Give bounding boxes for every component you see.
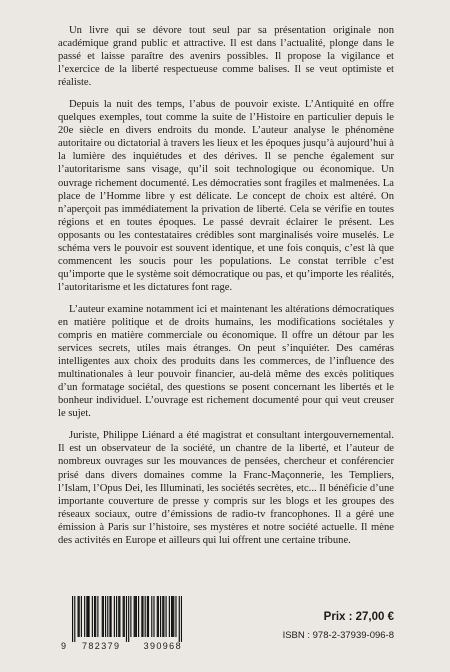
barcode-left-group: 782379 — [82, 641, 121, 651]
paragraph-analysis: L’auteur examine notamment ici et maintenant les altérations démocratiques en matière politique et de droits humains, les modifications sociétales y compris en matière commerciale ou économique. Il offre un détour par les services secrets, utiles mais étranges. On peut s’inquiéter. Des caméras intelligentes aux choix des produits dans les commerces, de l’influence des multinationales à leur pouvoir financier, au-delà même des excès politiques d’un formatage sociétal, des questions se posent concernant les libertés et le bonheur individuel. L’ouvrage est richement documenté pour qui veut creuser le sujet. — [58, 303, 394, 420]
paragraph-history: Depuis la nuit des temps, l’abus de pouvoir existe. L’Antiquité en offre quelques exemples, tout comme la suite de l’Histoire en particulier depuis le 20e siècle en divers endroits du monde. L’auteur analyse le phénomène autoritaire ou dictatorial à travers les lieux et les époques jusqu’à aujourd’hui à la lumière des inquiétudes et des dérives. Il se penche également sur l’autoritarisme sans visage, qu’il soit technologique ou économique. Un ouvrage richement documenté. Les démocraties sont fragiles et malmenées. La place de l’Homme libre y est délicate. Le concept de choix est altéré. On n’aperçoit pas immédiatement la privation de liberté. Cela se vérifie en toutes régions et en toutes époques. Le passé devrait éclairer le présent. Les opposants ou les contestataires crédibles sont marginalisés voire muselés. Le schéma vers le pouvoir est souvent identique, et une fois conquis, c’est là que commencent les soucis pour les populations. Le constat terrible c’est qu’importe que le système soit démocratique ou pas, et qu’importe les réalités, l’autoritarisme et les dictatures font rage. — [58, 99, 394, 293]
barcode — [58, 596, 184, 652]
isbn-label: ISBN : 978-2-37939-096-8 — [282, 630, 394, 641]
paragraph-intro: Un livre qui se dévore tout seul par sa présentation originale non académique grand public et attractive. Il est dans l’actualité, plonge dans le passé et laisse paraître des avenirs possibles. Il propose la vigilance et l’exercice de la liberté respectueuse comme balises. Il se veut optimiste et réaliste. — [58, 25, 394, 89]
barcode-digits — [82, 641, 182, 651]
price-label: Prix : 27,00 € — [323, 611, 394, 623]
blurb-text — [58, 24, 394, 556]
barcode-right-group: 390968 — [143, 641, 182, 651]
barcode-bars — [72, 596, 182, 642]
paragraph-author-bio: Juriste, Philippe Liénard a été magistrat et consultant intergouvernemental. Il est un observateur de la société, un chantre de la liberté, et l’auteur de nombreux ouvrages sur les mouvances de pensées, chercheur et conférencier prisé dans divers domaines comme la Franc-Maçonnerie, les Templiers, l’Islam, l’Opus Dei, les Illuminati, les sociétés secrètes, etc... Il bénéficie d’une importante couverture de presse y compris sur les blogs et les groupes des réseaux sociaux, outre d’émissions de radio-tv francophones. Il a géré une émission à Paris sur l’histoire, ses mystères et notre société actuelle. Il mène des activités en Europe et ailleurs qui lui offrent une certaine tribune. — [58, 430, 394, 546]
barcode-first-digit: 9 — [61, 641, 67, 651]
